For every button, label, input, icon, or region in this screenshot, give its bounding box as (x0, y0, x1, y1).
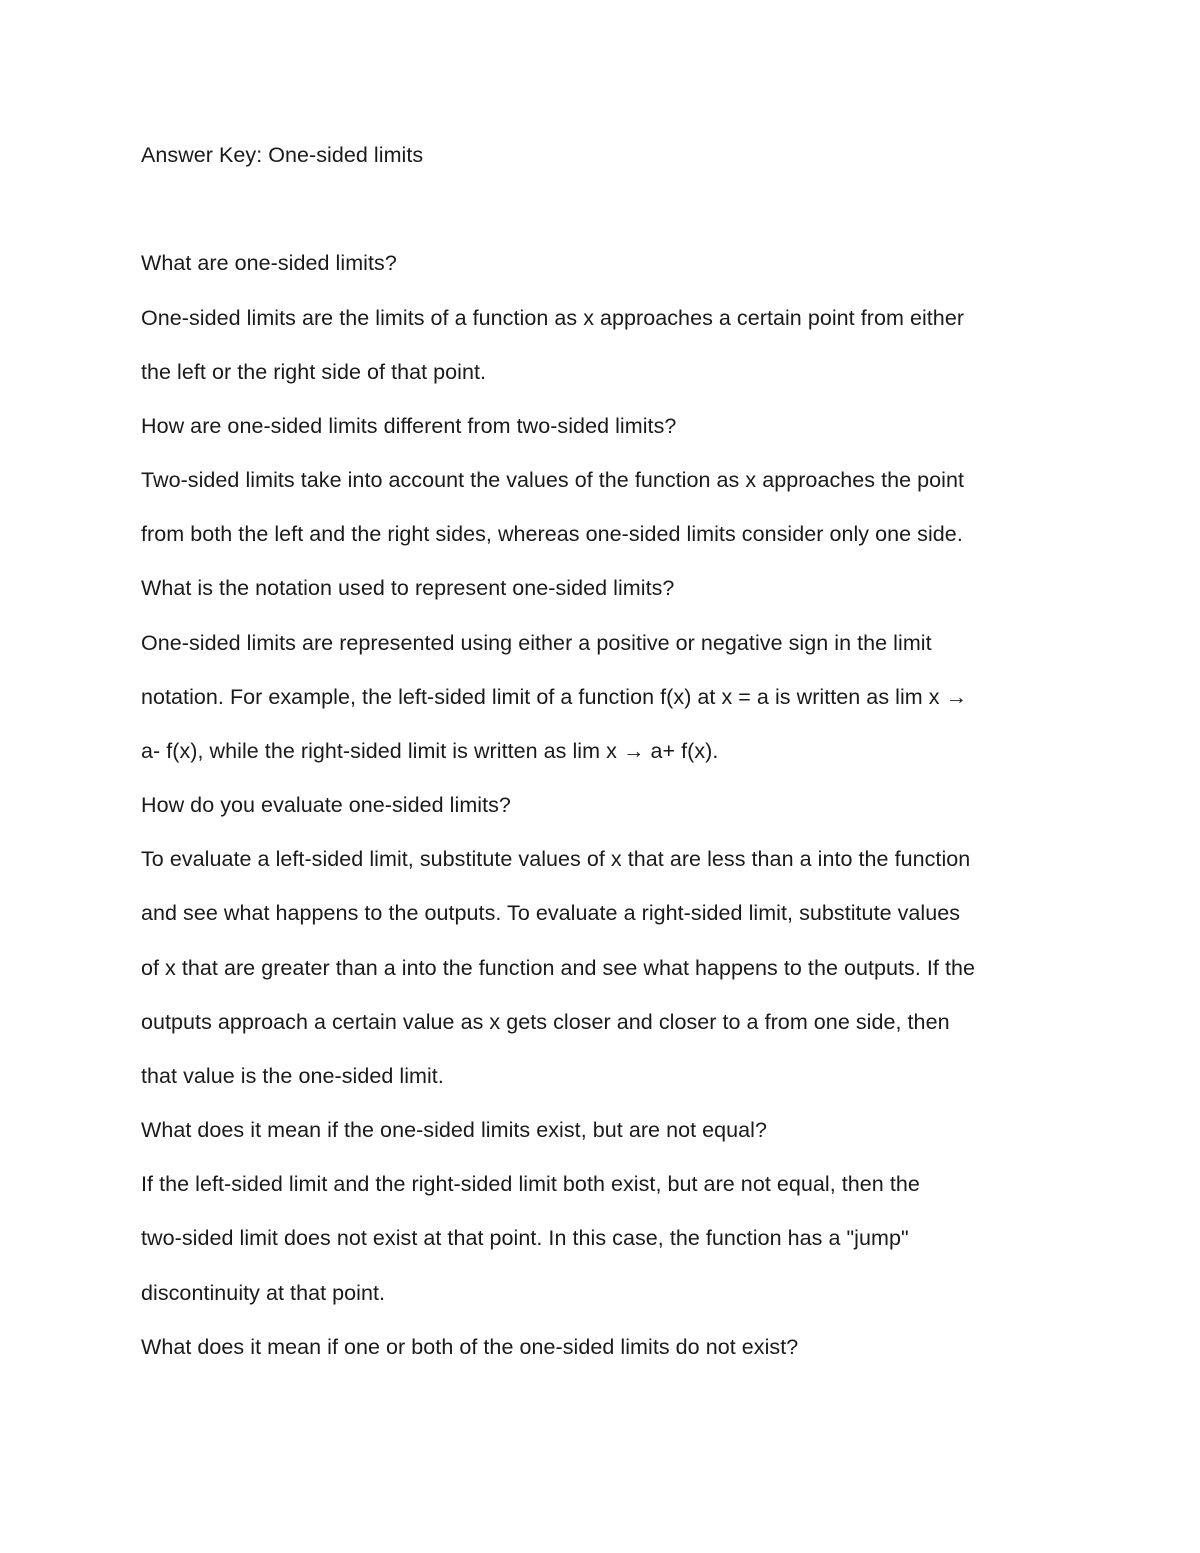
question-1: What are one-sided limits? (141, 251, 397, 275)
document-title: Answer Key: One-sided limits (141, 143, 424, 167)
answer-4-line-5: that value is the one-sided limit. (141, 1064, 444, 1088)
answer-2-line-2: from both the left and the right sides, whereas one-sided limits consider only one side. (141, 522, 963, 546)
answer-4-line-1: To evaluate a left-sided limit, substitute values of x that are less than a into the function (141, 847, 971, 871)
question-5: What does it mean if the one-sided limits exist, but are not equal? (141, 1118, 767, 1142)
answer-5-line-3: discontinuity at that point. (141, 1281, 386, 1305)
answer-4-line-3: of x that are greater than a into the function and see what happens to the outputs. If the (141, 956, 976, 980)
question-6: What does it mean if one or both of the one-sided limits do not exist? (141, 1335, 799, 1359)
answer-3-line-3: a- f(x), while the right-sided limit is written as lim x → a+ f(x). (141, 739, 719, 763)
answer-2-line-1: Two-sided limits take into account the values of the function as x approaches the point (141, 468, 965, 492)
question-2: How are one-sided limits different from two-sided limits? (141, 414, 677, 438)
answer-3-line-1: One-sided limits are represented using either a positive or negative sign in the limit (141, 631, 932, 655)
answer-1-line-1: One-sided limits are the limits of a function as x approaches a certain point from either (141, 306, 965, 330)
answer-3-line-2: notation. For example, the left-sided limit of a function f(x) at x = a is written as lim x → (141, 685, 968, 709)
answer-5-line-2: two-sided limit does not exist at that point. In this case, the function has a "jump" (141, 1226, 909, 1250)
answer-1-line-2: the left or the right side of that point. (141, 360, 487, 384)
question-3: What is the notation used to represent one-sided limits? (141, 576, 675, 600)
answer-5-line-1: If the left-sided limit and the right-sided limit both exist, but are not equal, then the (141, 1172, 920, 1196)
answer-4-line-2: and see what happens to the outputs. To evaluate a right-sided limit, substitute values (141, 901, 961, 925)
answer-4-line-4: outputs approach a certain value as x gets closer and closer to a from one side, then (141, 1010, 950, 1034)
question-4: How do you evaluate one-sided limits? (141, 793, 511, 817)
